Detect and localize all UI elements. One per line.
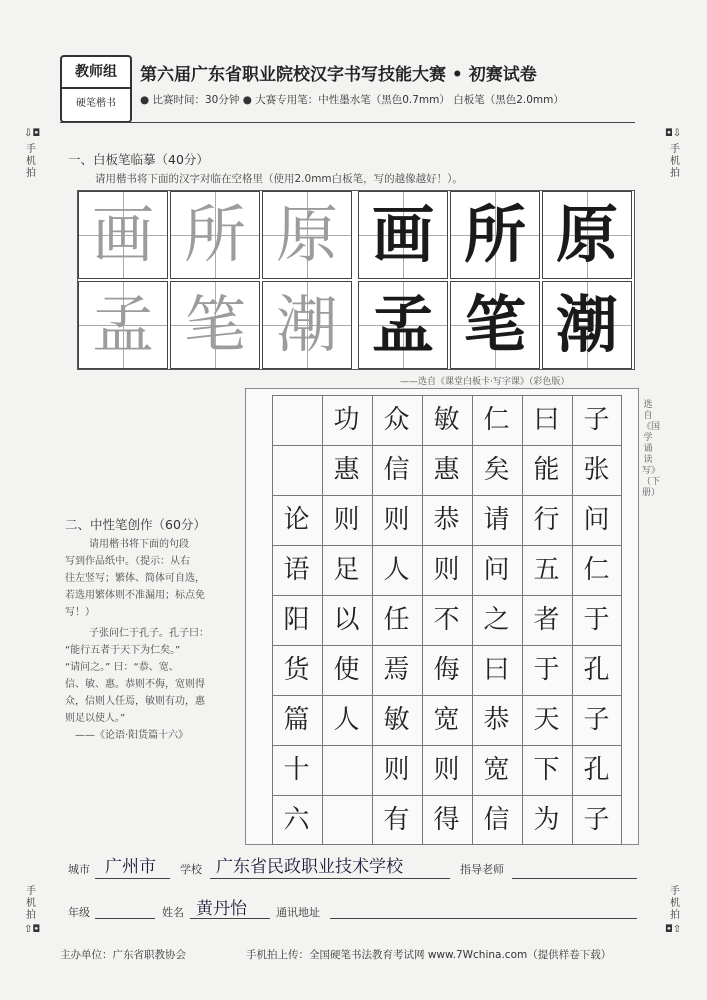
written-char-cell — [542, 281, 632, 369]
section1-instruction: 请用楷书将下面的汉字对临在空格里（使用2.0mm白板笔，写的越像越好！）。 — [95, 173, 463, 185]
handwritten-char: 仁 — [483, 405, 510, 435]
written-char-cell — [358, 191, 448, 279]
handwritten-char: 则 — [433, 555, 460, 585]
composition-column — [522, 395, 571, 845]
handwritten-char: 下 — [533, 755, 560, 785]
handwritten-char: 惠 — [433, 455, 460, 485]
instruction-line: 若选用繁体则不准漏用；标点免 — [65, 590, 205, 601]
written-char-cell — [358, 281, 448, 369]
instruction-line: 写到作品纸中。（提示：从右 — [65, 556, 190, 567]
handwritten-char: 篇 — [283, 705, 310, 735]
written-char: 孟 — [371, 288, 434, 361]
page-title: 第六届广东省职业院校汉字书写技能大赛 • 初赛试卷 — [140, 65, 537, 85]
header-divider — [60, 122, 635, 123]
handwritten-char: 功 — [333, 405, 360, 435]
handwritten-char: 为 — [533, 805, 560, 835]
model-char: 孟 — [91, 288, 154, 361]
city-value[interactable]: 广州市 — [105, 857, 156, 877]
handwritten-char: 张 — [583, 455, 610, 485]
handwritten-char: 人 — [333, 705, 360, 735]
passage-line: 众，信则人任焉，敏则有功，惠 — [65, 696, 205, 707]
model-char: 笔 — [183, 288, 246, 361]
name-value[interactable]: 黄丹怡 — [196, 899, 247, 919]
grid-line — [272, 795, 622, 796]
handwritten-char: 恭 — [483, 705, 510, 735]
model-char-cell — [170, 281, 260, 369]
written-char-cell — [450, 191, 540, 279]
address-underline[interactable] — [330, 918, 637, 919]
handwritten-char: 焉 — [383, 655, 410, 685]
school-label: 学校 — [180, 863, 202, 876]
instruction-line: 往左竖写；繁体、简体可自选， — [65, 573, 205, 584]
grid-line — [272, 445, 622, 446]
handwritten-char: 则 — [433, 755, 460, 785]
grid-line — [572, 395, 573, 845]
handwritten-char: 阳 — [283, 605, 310, 635]
written-char: 原 — [555, 198, 618, 271]
composition-column — [472, 395, 521, 845]
model-char: 原 — [275, 198, 338, 271]
section2-vertical-credit: 选自《国学诵读写》（下册） — [642, 400, 661, 498]
handwritten-char: 仁 — [583, 555, 610, 585]
model-char-cell — [262, 191, 352, 279]
side-note-left-top: 手机拍 — [26, 144, 36, 179]
handwritten-char: 人 — [383, 555, 410, 585]
side-note-left-bottom: 手机拍 — [26, 886, 36, 921]
written-char: 画 — [371, 198, 434, 271]
written-char-cell — [542, 191, 632, 279]
badge-group-label: 教师组 — [62, 57, 130, 89]
written-char: 潮 — [555, 288, 618, 361]
camera-icon: ◘⇩ — [665, 128, 682, 139]
name-underline — [190, 918, 270, 919]
side-note-right-bottom: 手机拍 — [670, 886, 680, 921]
handwritten-char: 不 — [433, 605, 460, 635]
source-passage — [65, 625, 243, 744]
handwritten-char: 请 — [483, 505, 510, 535]
composition-column — [372, 395, 421, 845]
section2-instruction — [65, 536, 240, 621]
handwritten-char — [322, 795, 371, 845]
group-badge — [60, 55, 132, 123]
handwritten-char: 宽 — [433, 705, 460, 735]
handwritten-char: 以 — [333, 605, 360, 635]
model-char-cell — [170, 191, 260, 279]
school-value[interactable]: 广东省民政职业技术学校 — [216, 857, 403, 877]
handwritten-char: 曰 — [483, 655, 510, 685]
handwritten-char: 孔 — [583, 655, 610, 685]
handwritten-char: 货 — [283, 655, 310, 685]
exam-info: ● 比赛时间：30分钟 ● 大赛专用笔：中性墨水笔（黑色0.7mm） 白板笔（黑色2.0mm） — [140, 94, 564, 106]
model-char-cell — [262, 281, 352, 369]
camera-icon: ⇧◘ — [24, 924, 41, 935]
grid-line — [272, 595, 622, 596]
model-char-cell — [78, 191, 168, 279]
handwritten-char: 侮 — [433, 655, 460, 685]
grid-line — [272, 695, 622, 696]
handwritten-char: 问 — [483, 555, 510, 585]
grid-line — [272, 645, 622, 646]
passage-line: 则足以使人。” — [65, 713, 126, 724]
passage-line: “请问之。” 曰：“恭、宽、 — [65, 662, 179, 673]
camera-icon: ⇩◘ — [24, 128, 41, 139]
handwritten-char: 十 — [283, 755, 310, 785]
section2-title: 二、中性笔创作（60分） — [65, 517, 206, 532]
handwritten-char: 五 — [533, 555, 560, 585]
grid-line — [272, 495, 622, 496]
city-label: 城市 — [68, 863, 90, 876]
organizer: 主办单位：广东省职教协会 — [60, 949, 186, 961]
address-label: 通讯地址 — [276, 906, 320, 919]
grid-line — [272, 844, 622, 845]
grid-line — [621, 395, 622, 845]
passage-line: 信、敏、惠。恭则不侮，宽则得 — [65, 679, 205, 690]
handwritten-char: 能 — [533, 455, 560, 485]
handwritten-char: 行 — [533, 505, 560, 535]
composition-column — [272, 395, 321, 845]
composition-column — [322, 395, 371, 845]
model-char-cell — [78, 281, 168, 369]
handwritten-char: 子 — [583, 805, 610, 835]
handwritten-char: 论 — [283, 505, 310, 535]
advisor-underline[interactable] — [512, 878, 637, 879]
upload-info: 手机拍上传：全国硬笔书法教育考试网 www.7Wchina.com（提供样卷下载） — [246, 949, 612, 961]
handwritten-char: 六 — [283, 805, 310, 835]
handwritten-char: 使 — [333, 655, 360, 685]
handwritten-char — [272, 395, 321, 445]
model-char: 潮 — [275, 288, 338, 361]
grid-line — [522, 395, 523, 845]
camera-icon: ◘⇧ — [665, 924, 682, 935]
section1-credit: ——选自《课堂白板卡·写字课》（彩色版） — [400, 377, 570, 387]
handwritten-char: 得 — [433, 805, 460, 835]
composition-column — [572, 395, 621, 845]
handwritten-char: 问 — [583, 505, 610, 535]
handwritten-char: 者 — [533, 605, 560, 635]
advisor-label: 指导老师 — [460, 863, 504, 876]
model-char: 所 — [183, 198, 246, 271]
handwritten-char: 则 — [383, 505, 410, 535]
badge-category-label: 硬笔楷书 — [76, 98, 116, 109]
handwritten-char: 语 — [283, 555, 310, 585]
handwritten-char: 矣 — [483, 455, 510, 485]
passage-line: 子张问仁于孔子。孔子曰： — [89, 628, 209, 639]
handwritten-char: 于 — [533, 655, 560, 685]
written-char-cell — [450, 281, 540, 369]
handwritten-char: 孔 — [583, 755, 610, 785]
handwritten-char: 则 — [333, 505, 360, 535]
city-underline — [95, 878, 170, 879]
section1-title: 一、白板笔临摹（40分） — [68, 152, 209, 167]
instruction-line: 请用楷书将下面的句段 — [89, 539, 189, 550]
passage-line: “能行五者于天下为仁矣。” — [65, 645, 181, 656]
model-char: 画 — [91, 198, 154, 271]
passage-source: ——《论语·阳货篇十六》 — [75, 730, 189, 741]
grid-line — [422, 395, 423, 845]
handwritten-char: 之 — [483, 605, 510, 635]
handwritten-char: 任 — [383, 605, 410, 635]
handwritten-char: 信 — [483, 805, 510, 835]
handwritten-char — [272, 445, 321, 495]
handwritten-char: 有 — [383, 805, 410, 835]
handwritten-char: 足 — [333, 555, 360, 585]
handwritten-char: 于 — [583, 605, 610, 635]
grid-line — [472, 395, 473, 845]
side-note-right-top: 手机拍 — [670, 144, 680, 179]
school-underline — [210, 878, 450, 879]
written-char: 所 — [463, 198, 526, 271]
copy-practice-grid — [77, 190, 635, 370]
grid-line — [272, 745, 622, 746]
handwritten-char: 宽 — [483, 755, 510, 785]
handwritten-char: 敏 — [383, 705, 410, 735]
handwritten-char: 恭 — [433, 505, 460, 535]
grade-underline[interactable] — [95, 918, 155, 919]
handwritten-char: 惠 — [333, 455, 360, 485]
handwritten-char: 众 — [383, 405, 410, 435]
name-label: 姓名 — [162, 906, 184, 919]
handwritten-char: 天 — [533, 705, 560, 735]
handwritten-char: 则 — [383, 755, 410, 785]
composition-grid — [272, 395, 622, 845]
handwritten-char: 信 — [383, 455, 410, 485]
grid-line — [272, 545, 622, 546]
handwritten-char: 曰 — [533, 405, 560, 435]
grade-label: 年级 — [68, 906, 90, 919]
written-char: 笔 — [463, 288, 526, 361]
composition-column — [422, 395, 471, 845]
handwritten-char: 子 — [583, 705, 610, 735]
instruction-line: 写！） — [65, 607, 95, 618]
grid-line — [272, 395, 273, 845]
grid-line — [372, 395, 373, 845]
handwritten-char: 子 — [583, 405, 610, 435]
grid-line — [322, 395, 323, 845]
grid-line — [272, 395, 622, 396]
handwritten-char — [322, 745, 371, 795]
handwritten-char: 敏 — [433, 405, 460, 435]
